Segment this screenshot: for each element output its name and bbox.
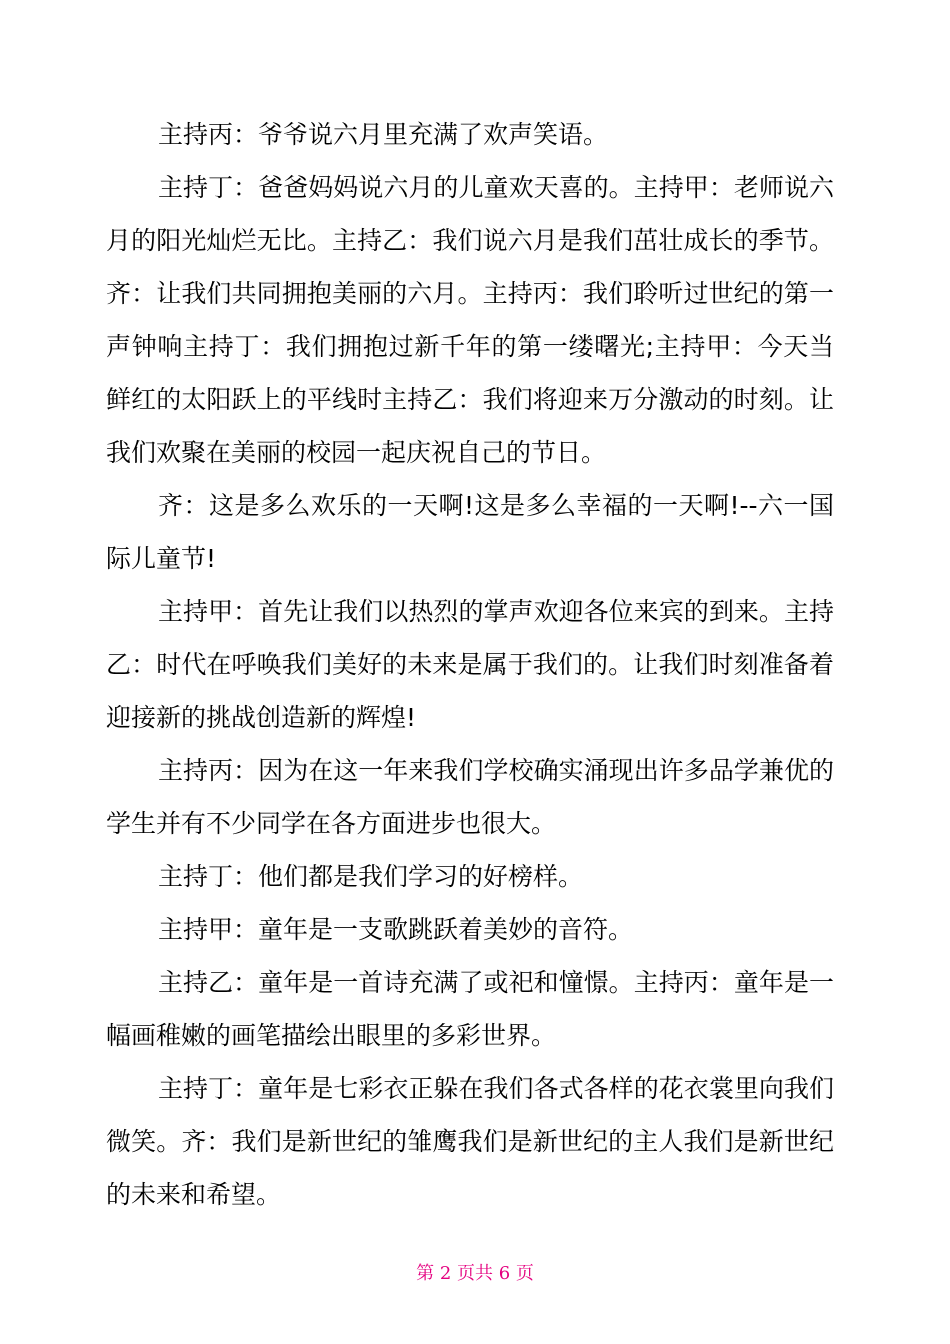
paragraph: 齐：这是多么欢乐的一天啊!这是多么幸福的一天啊!--六一国际儿童节!	[106, 491, 834, 573]
paragraph: 主持甲：首先让我们以热烈的掌声欢迎各位来宾的到来。主持乙：时代在呼唤我们美好的未来是属于我们的。让我们时刻准备着迎接新的挑战创造新的辉煌!	[106, 597, 834, 732]
paragraph: 主持丙：因为在这一年来我们学校确实涌现出许多品学兼优的学生并有不少同学在各方面进步也很大。	[106, 756, 834, 838]
paragraph: 主持丁：爸爸妈妈说六月的儿童欢天喜的。主持甲：老师说六月的阳光灿烂无比。主持乙：我们说六月是我们茁壮成长的季节。齐：让我们共同拥抱美丽的六月。主持丙：我们聆听过世纪的第一声钟响主持丁：我们拥抱过新千年的第一缕曙光;主持甲：今天当鲜红的太阳跃上的平线时主持乙：我们将迎来万分激动的时刻。让我们欢聚在美丽的校园一起庆祝自己的节日。	[106, 173, 834, 467]
paragraph: 主持丁：他们都是我们学习的好榜样。	[158, 862, 584, 891]
paragraph: 主持丙：爷爷说六月里充满了欢声笑语。	[158, 120, 609, 149]
paragraph: 主持甲：童年是一支歌跳跃着美妙的音符。	[158, 915, 634, 944]
document-body	[106, 108, 834, 1221]
paragraph: 主持乙：童年是一首诗充满了或祀和憧憬。主持丙：童年是一幅画稚嫩的画笔描绘出眼里的多彩世界。	[106, 968, 834, 1050]
paragraph: 主持丁：童年是七彩衣正躲在我们各式各样的花衣裳里向我们微笑。齐：我们是新世纪的雏鹰我们是新世纪的主人我们是新世纪的未来和希望。	[106, 1074, 834, 1209]
page-number-footer: 第 2 页共 6 页	[416, 1263, 534, 1284]
